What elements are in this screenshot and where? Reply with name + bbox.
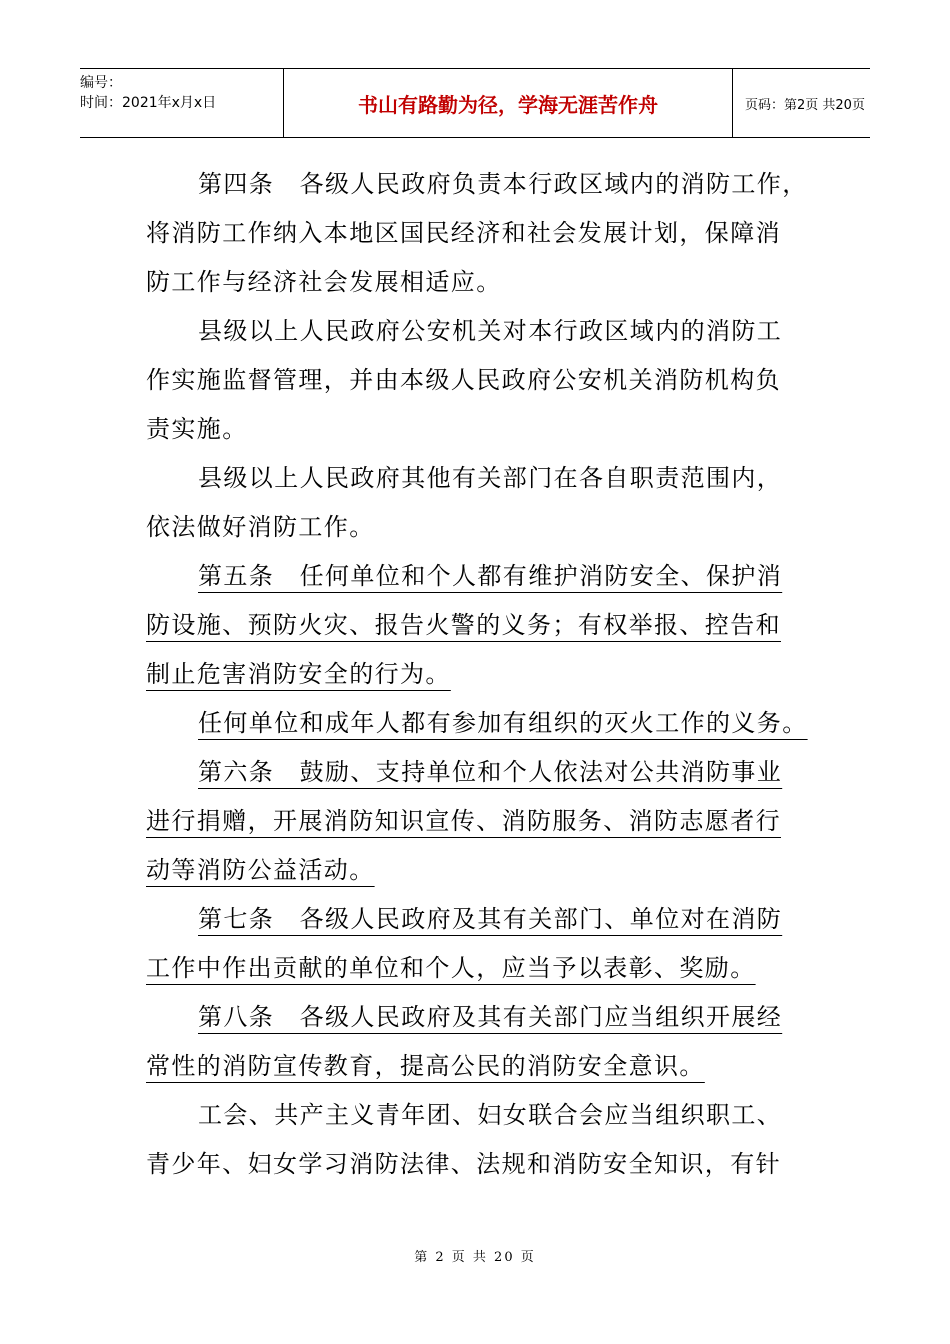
body-text: 防工作与经济社会发展相适应。 — [146, 268, 502, 296]
body-text: 常性的消防宣传教育，提高公民的消防安全意识。 — [146, 1052, 705, 1080]
header-motto: 书山有路勤为径，学海无涯苦作舟 — [358, 92, 658, 117]
body-text-line — [146, 1091, 826, 1140]
body-text-line — [146, 503, 826, 552]
body-text: 进行捐赠，开展消防知识宣传、消防服务、消防志愿者行 — [146, 807, 781, 835]
body-text-line — [146, 356, 826, 405]
body-text: 制止危害消防安全的行为。 — [146, 660, 451, 688]
body-text-line — [146, 797, 826, 846]
body-text: 动等消防公益活动。 — [146, 856, 375, 884]
body-text-line — [146, 895, 826, 944]
body-text: 防设施、预防火灾、报告火警的义务；有权举报、控告和 — [146, 611, 781, 639]
page-footer: 第 2 页 共 20 页 — [414, 1250, 536, 1265]
body-text-line — [146, 1140, 826, 1189]
body-text-line — [146, 209, 826, 258]
body-text: 作实施监督管理，并由本级人民政府公安机关消防机构负 — [146, 366, 781, 394]
body-text: 县级以上人民政府公安机关对本行政区域内的消防工 — [198, 317, 783, 345]
body-text: 第八条 各级人民政府及其有关部门应当组织开展经 — [198, 1003, 783, 1031]
body-text-line — [146, 405, 826, 454]
body-text: 第六条 鼓励、支持单位和个人依法对公共消防事业 — [198, 758, 783, 786]
body-text-line — [146, 993, 826, 1042]
body-text: 县级以上人民政府其他有关部门在各自职责范围内， — [198, 464, 783, 492]
body-text-line — [146, 160, 826, 209]
header-number-label: 编号： — [80, 75, 122, 91]
body-text-line — [146, 650, 826, 699]
header-motto-cell — [283, 69, 733, 137]
body-text-line — [146, 846, 826, 895]
body-text: 责实施。 — [146, 415, 248, 443]
body-text: 青少年、妇女学习消防法律、法规和消防安全知识，有针 — [146, 1150, 781, 1178]
body-text-line — [146, 454, 826, 503]
body-text: 第四条 各级人民政府负责本行政区域内的消防工作， — [198, 170, 808, 198]
body-text: 工会、共产主义青年团、妇女联合会应当组织职工、 — [198, 1101, 783, 1129]
body-text: 第五条 任何单位和个人都有维护消防安全、保护消 — [198, 562, 783, 590]
body-text-line — [146, 258, 826, 307]
document-body — [146, 160, 826, 1189]
body-text: 工作中作出贡献的单位和个人，应当予以表彰、奖励。 — [146, 954, 756, 982]
body-text-line — [146, 307, 826, 356]
header-meta — [80, 69, 283, 137]
page-header — [80, 68, 870, 138]
body-text-line — [146, 552, 826, 601]
body-text-line — [146, 1042, 826, 1091]
body-text: 任何单位和成年人都有参加有组织的灭火工作的义务。 — [198, 709, 808, 737]
body-text: 依法做好消防工作。 — [146, 513, 375, 541]
body-text: 第七条 各级人民政府及其有关部门、单位对在消防 — [198, 905, 783, 933]
body-text: 将消防工作纳入本地区国民经济和社会发展计划，保障消 — [146, 219, 781, 247]
header-page-cell — [733, 69, 870, 137]
header-date-label: 时间：2021年x月x日 — [80, 95, 217, 111]
header-page-label: 页码：第2页 共20页 — [745, 97, 865, 113]
body-text-line — [146, 748, 826, 797]
body-text-line — [146, 601, 826, 650]
body-text-line — [146, 944, 826, 993]
body-text-line — [146, 699, 826, 748]
